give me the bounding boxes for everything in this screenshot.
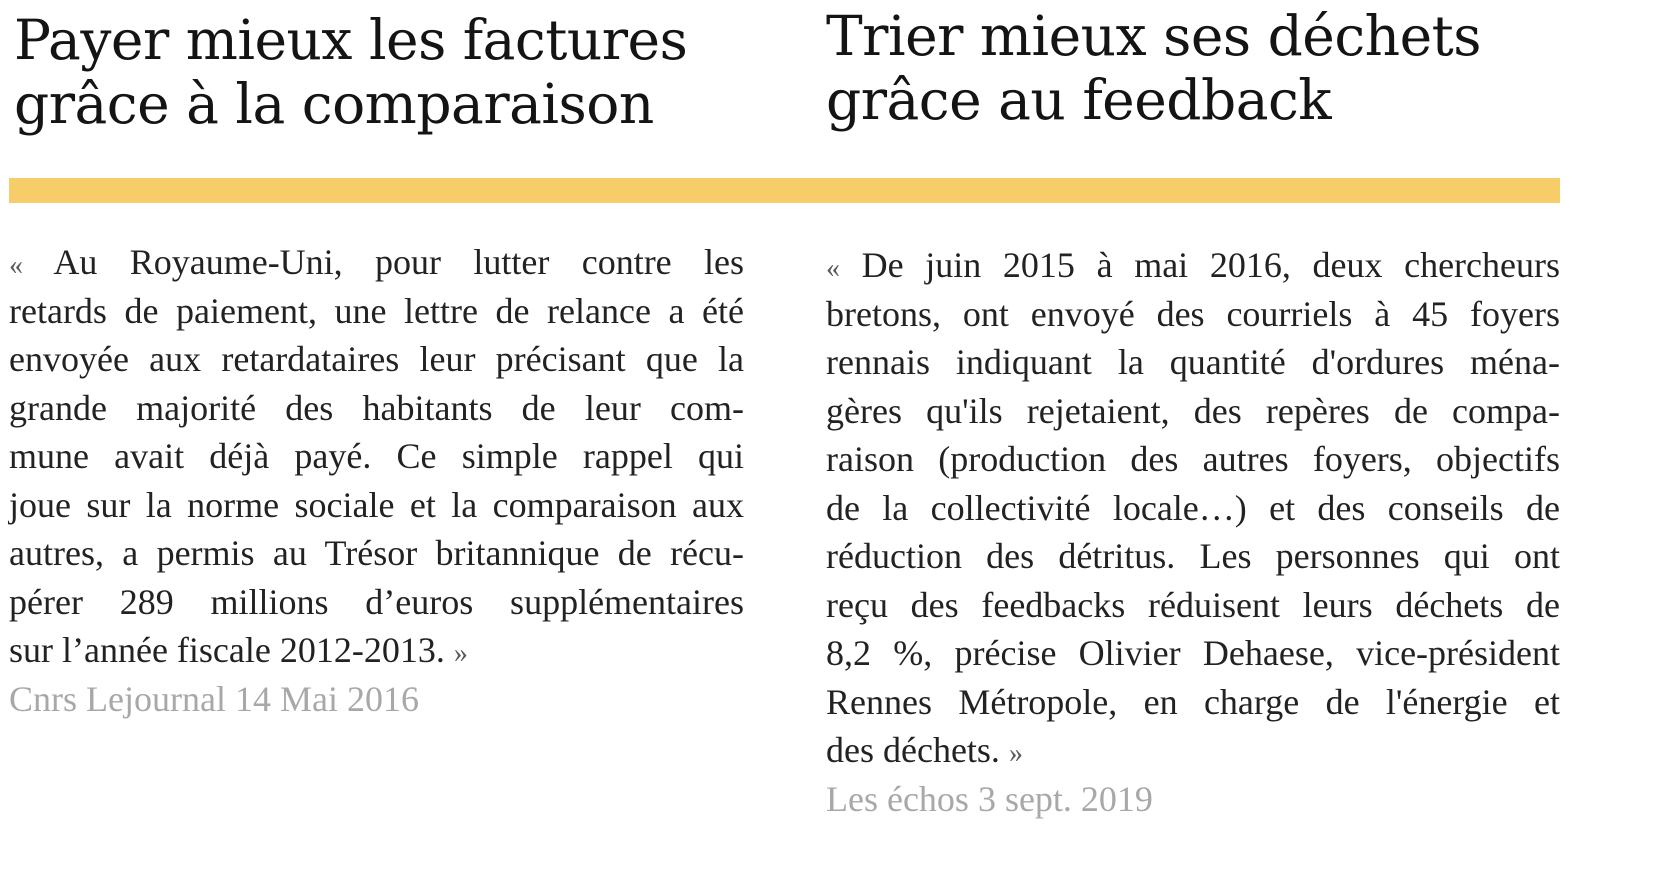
right-title-line-1: Trier mieux ses déchets — [826, 4, 1481, 68]
closing-quote-mark: » — [1008, 738, 1023, 769]
right-title-line-2: grâce au feedback — [826, 68, 1332, 132]
right-body-line: rennais indiquant la quantité d'ordures ména- — [826, 342, 1560, 382]
accent-divider-bar — [9, 178, 1560, 203]
left-title-line-2: grâce à la comparaison — [14, 72, 654, 136]
right-body-line: raison (production des autres foyers, objectifs — [826, 439, 1560, 479]
right-article-quote — [826, 241, 1560, 823]
left-body-line: « Au Royaume-Uni, pour lutter contre les — [9, 242, 745, 282]
opening-quote-mark: « — [826, 253, 840, 284]
left-column-title — [14, 8, 687, 136]
right-body-line: reçu des feedbacks réduisent leurs déchets de — [826, 584, 1560, 625]
left-body-line: grande majorité des habitants de leur com- — [9, 387, 744, 428]
right-body-line: bretons, ont envoyé des courriels à 45 foyers — [826, 293, 1560, 334]
left-body-line: joue sur la norme sociale et la comparaison aux — [9, 484, 744, 525]
right-body-line: réduction des détritus. Les personnes qui ont — [826, 536, 1560, 576]
right-body-line: des déchets. » — [826, 730, 1023, 770]
left-source-citation: Cnrs Lejournal 14 Mai 2016 — [9, 678, 419, 719]
left-body-line: envoyée aux retardataires leur précisant que la — [9, 339, 744, 379]
left-body-line: pérer 289 millions d’euros supplémentaires — [9, 581, 744, 622]
left-body-line: sur l’année fiscale 2012-2013. » — [9, 630, 468, 670]
left-title-line-1: Payer mieux les factures — [14, 8, 688, 72]
opening-quote-mark: « — [9, 250, 23, 281]
right-source-citation: Les échos 3 sept. 2019 — [826, 778, 1153, 819]
left-body-line: mune avait déjà payé. Ce simple rappel qui — [9, 436, 744, 476]
right-body-line: Rennes Métropole, en charge de l'énergie et — [826, 681, 1560, 722]
left-body-line: retards de paiement, une lettre de relance a été — [9, 290, 744, 331]
right-body-line: 8,2 %, précise Olivier Dehaese, vice-président — [826, 633, 1560, 673]
right-column-title — [826, 4, 1481, 132]
right-body-line: gères qu'ils rejetaient, des repères de compa- — [826, 390, 1560, 431]
left-article-quote — [9, 238, 744, 723]
right-body-line: « De juin 2015 à mai 2016, deux chercheurs — [826, 245, 1561, 285]
closing-quote-mark: » — [453, 638, 468, 669]
left-body-line: autres, a permis au Trésor britannique de récu- — [9, 533, 744, 573]
right-body-line: de la collectivité locale…) et des conseils de — [826, 487, 1560, 528]
